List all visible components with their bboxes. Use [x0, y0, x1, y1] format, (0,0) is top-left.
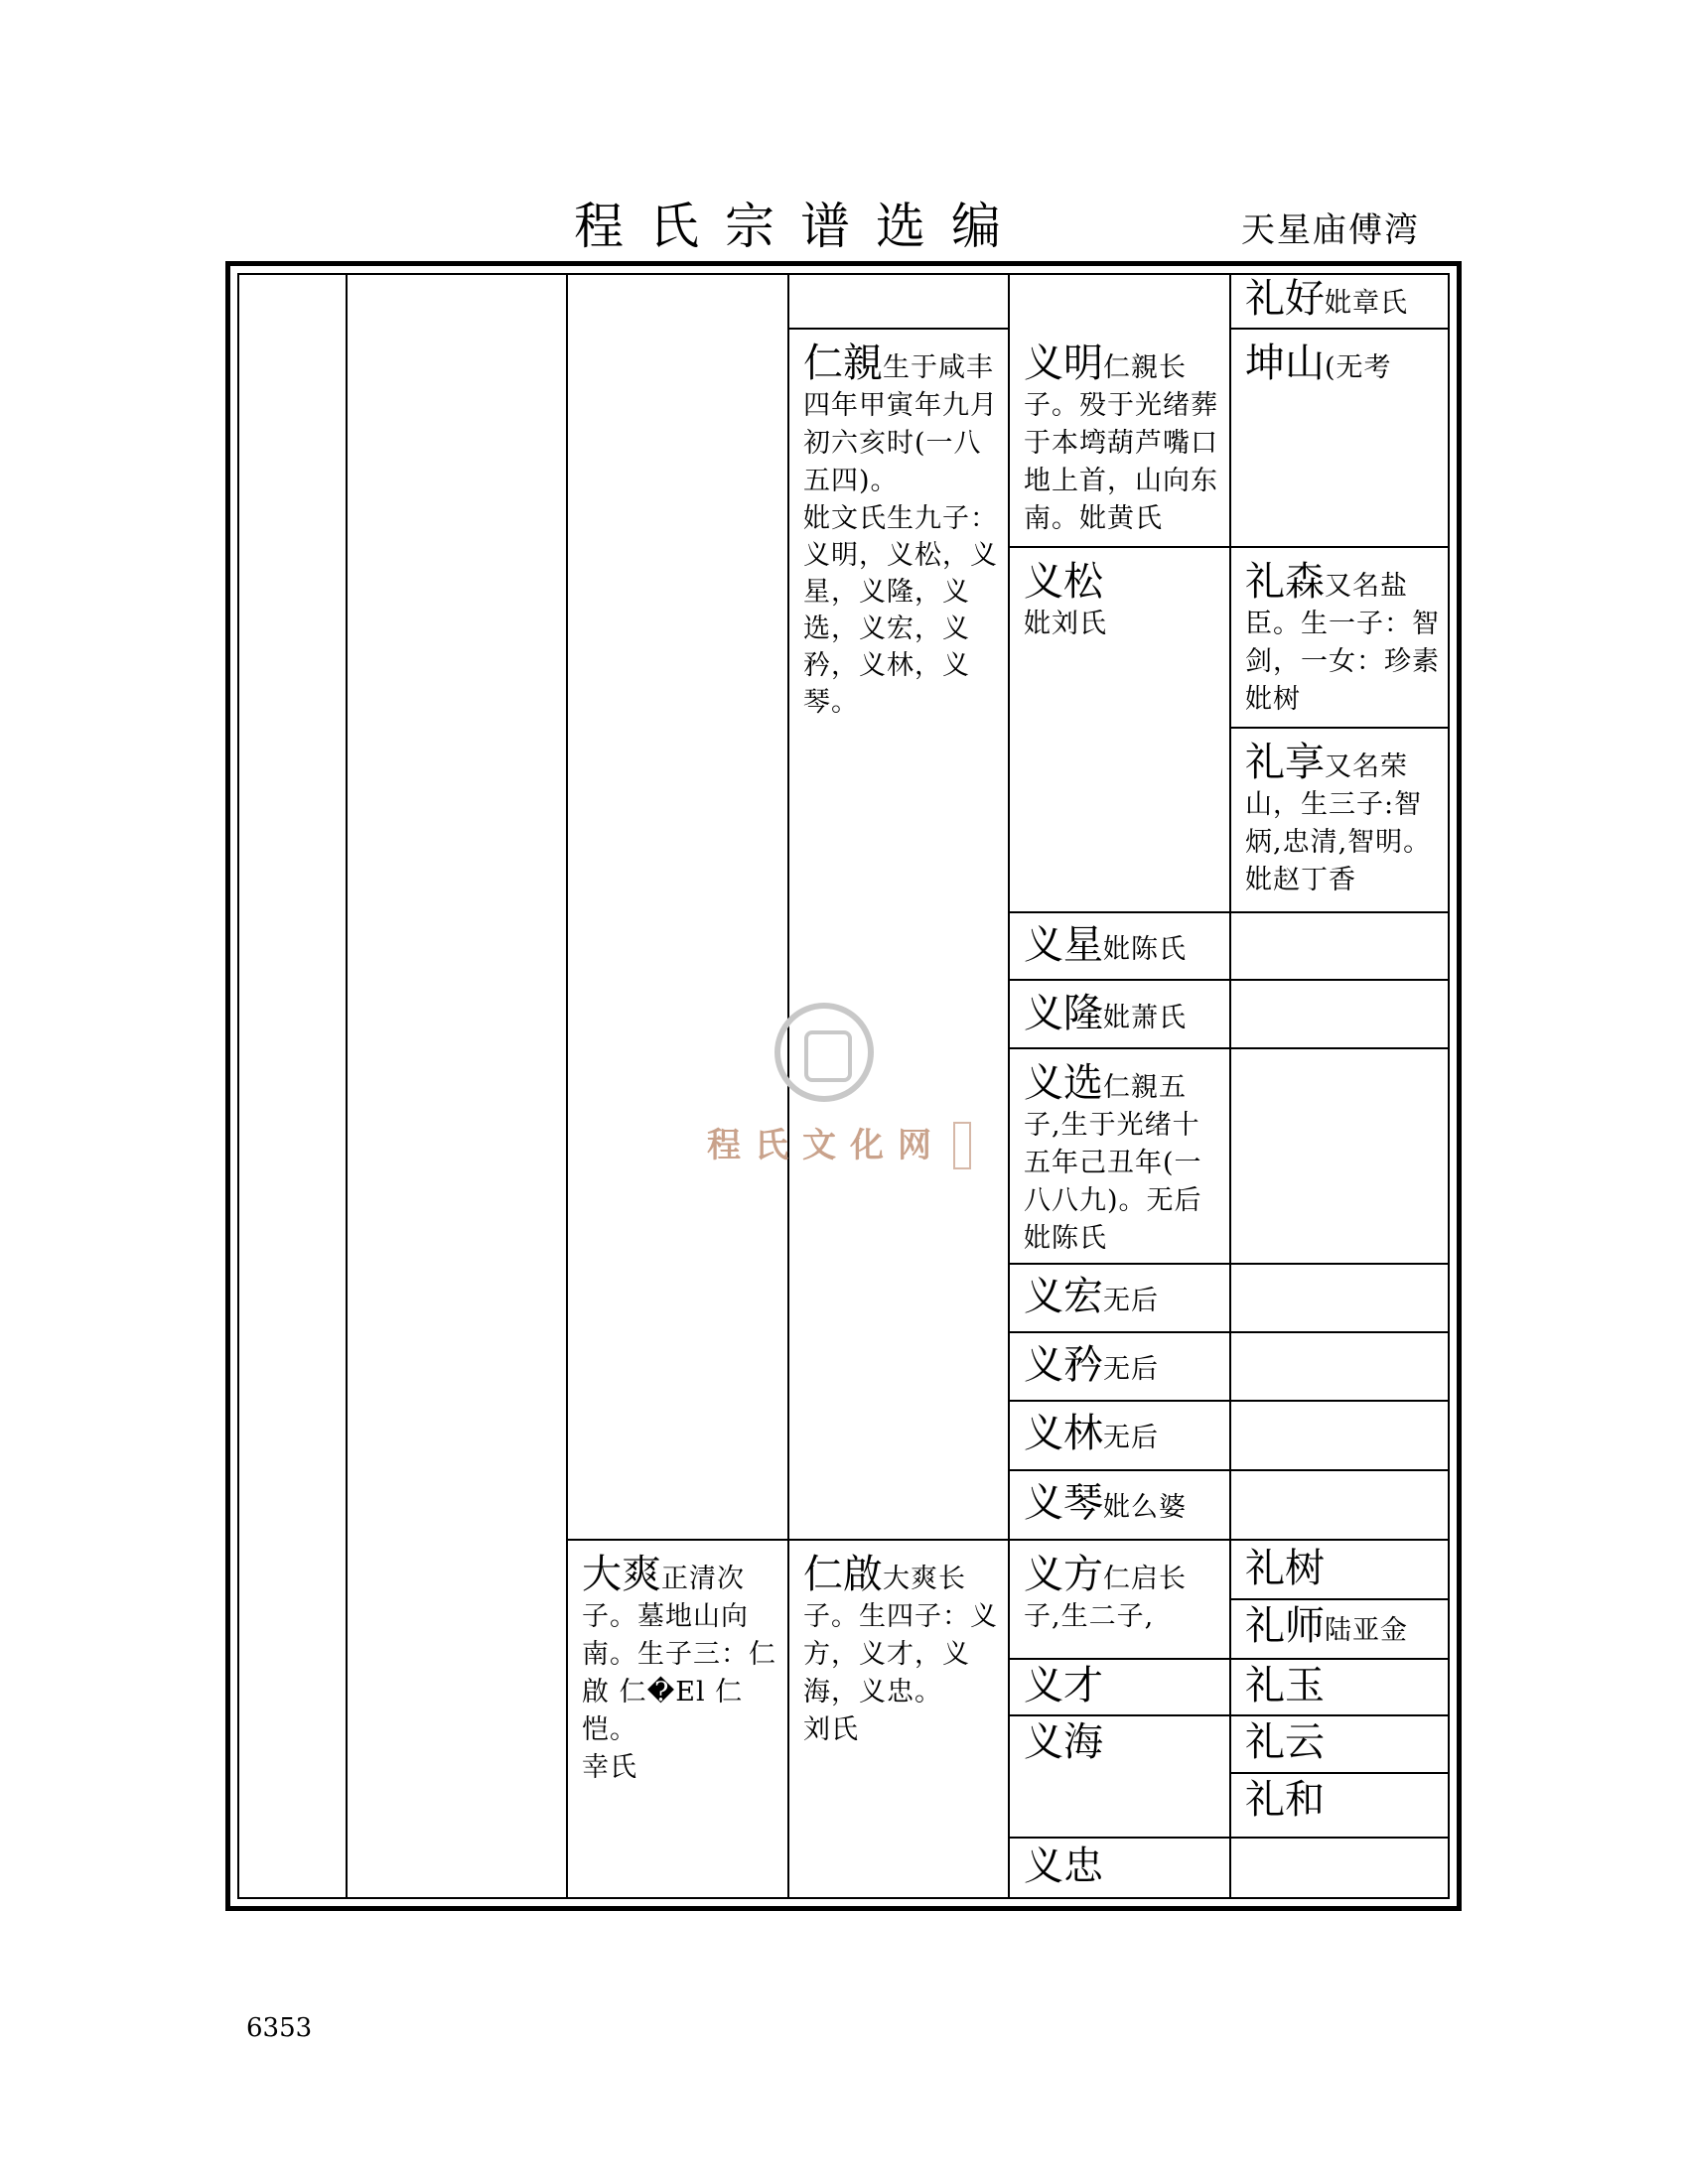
entry-kun-shan [1231, 334, 1450, 544]
row-divider [1008, 1658, 1450, 1660]
entry-name: 礼森 [1245, 559, 1325, 605]
entry-name: 义琴 [1024, 1480, 1103, 1526]
entry-li-shu [1231, 1545, 1450, 1598]
entry-li-he [1231, 1776, 1450, 1830]
row-divider [1008, 1263, 1450, 1265]
row-divider [1008, 1469, 1450, 1471]
entry-name: 义矜 [1024, 1342, 1103, 1388]
entry-name: 礼好 [1245, 276, 1325, 322]
entry-name: 礼树 [1245, 1546, 1325, 1591]
entry-name: 坤山 [1245, 341, 1325, 386]
entry-name: 义才 [1024, 1663, 1103, 1708]
entry-name: 义松 [1024, 559, 1103, 605]
entry-note: 妣么婆 [1103, 1492, 1187, 1523]
entry-name: 义选 [1024, 1060, 1103, 1106]
entry-name: 义林 [1024, 1411, 1103, 1456]
entry-note: 妣章氏 [1325, 288, 1408, 319]
entry-note: 又名荣山，生三子:智炳,忠清,智明。 [1245, 751, 1432, 858]
entry-name: 义海 [1024, 1719, 1103, 1765]
entry-note: 无后 [1103, 1354, 1159, 1385]
entry-line: 妣文氏生九子：义明，义松，义星，义隆，义选，义宏，义矜，义林，义琴。 [803, 503, 998, 718]
row-divider [1229, 727, 1450, 729]
watermark-text: 程氏文化网 [707, 1126, 945, 1165]
entry-note: (无考 [1325, 352, 1392, 383]
entry-name: 礼云 [1245, 1719, 1325, 1765]
entry-da-shuang [568, 1545, 786, 1843]
entry-note: 正清次子。墓地山向南。生子三：仁啟 仁�El 仁恺。 [582, 1564, 776, 1745]
entry-yi-jin [1010, 1335, 1228, 1399]
column-divider [346, 273, 348, 1899]
entry-note: 仁親五子,生于光绪十五年己丑年(一八八九)。无后 [1024, 1072, 1202, 1216]
entry-line: 妣刘氏 [1024, 609, 1107, 639]
page-title: 程氏宗谱选编 [574, 198, 1027, 255]
entry-li-xiang [1231, 733, 1450, 911]
entry-note: 妣萧氏 [1103, 1003, 1187, 1033]
row-divider [787, 328, 1008, 330]
row-divider [1008, 1400, 1450, 1402]
entry-note: 妣陈氏 [1103, 934, 1187, 965]
entry-name: 大爽 [582, 1552, 661, 1597]
entry-yi-hong [1010, 1267, 1228, 1330]
entry-note: 仁親长子。殁于光绪葬于本塆葫芦嘴口地上首，山向东南。妣黄氏 [1024, 352, 1218, 534]
entry-yi-xuan [1010, 1053, 1228, 1262]
page-number: 6353 [246, 2013, 313, 2043]
entry-name: 仁啟 [803, 1552, 883, 1597]
entry-li-sen [1231, 552, 1450, 727]
entry-yi-fang [1010, 1545, 1228, 1658]
row-divider [1229, 1772, 1450, 1774]
entry-line: 刘氏 [803, 1714, 859, 1745]
row-divider [1008, 1837, 1450, 1839]
entry-yi-hai [1010, 1718, 1228, 1838]
entry-name: 义宏 [1024, 1274, 1103, 1319]
entry-name: 义明 [1024, 341, 1103, 386]
watermark-stamp [953, 1122, 971, 1169]
entry-note: 大爽长子。生四子：义方，义才，义海，义忠。 [803, 1564, 998, 1707]
entry-name: 礼和 [1245, 1777, 1325, 1823]
entry-yi-long [1010, 984, 1228, 1047]
entry-name: 义隆 [1024, 991, 1103, 1036]
entry-yi-ming [1010, 334, 1228, 544]
entry-li-yu [1231, 1662, 1450, 1715]
entry-li-shi [1231, 1602, 1450, 1658]
entry-ren-qi [789, 1545, 1008, 1843]
row-divider [566, 1539, 1450, 1541]
entry-note: 又名盐臣。生一子：智剑，一女：珍素 [1245, 571, 1440, 677]
entry-li-yun [1231, 1718, 1450, 1772]
entry-yi-zhong [1010, 1843, 1228, 1897]
row-divider [1008, 911, 1450, 913]
row-divider [1008, 1047, 1450, 1049]
entry-note: 无后 [1103, 1286, 1159, 1316]
row-divider [1008, 1331, 1450, 1333]
entry-yi-xing [1010, 915, 1228, 979]
row-divider [1008, 979, 1450, 981]
row-divider [1008, 546, 1450, 548]
entry-name: 义方 [1024, 1552, 1103, 1597]
page-subtitle: 天星庙傅湾 [1241, 210, 1420, 250]
entry-line: 妣陈氏 [1024, 1223, 1107, 1254]
entry-li-hao [1231, 275, 1450, 328]
entry-name: 礼玉 [1245, 1663, 1325, 1708]
entry-note: 生于咸丰四年甲寅年九月初六亥时(一八五四)。 [803, 352, 998, 496]
entry-name: 义忠 [1024, 1843, 1103, 1889]
entry-name: 仁親 [803, 341, 883, 386]
entry-yi-qin [1010, 1473, 1228, 1537]
entry-line: 妣树 [1245, 684, 1301, 715]
entry-note: 仁启长子,生二子, [1024, 1564, 1187, 1632]
entry-note: 无后 [1103, 1423, 1159, 1453]
row-divider [1229, 328, 1450, 330]
entry-yi-lin [1010, 1404, 1228, 1467]
watermark-seal-center [804, 1030, 852, 1082]
row-divider [1229, 1598, 1450, 1600]
entry-ren-qin [789, 334, 1006, 731]
entry-name: 礼享 [1245, 740, 1325, 785]
entry-yi-cai [1010, 1662, 1228, 1715]
watermark-seal [774, 1003, 874, 1102]
entry-line: 妣赵丁香 [1245, 865, 1356, 895]
entry-name: 义星 [1024, 922, 1103, 968]
entry-name: 礼师 [1245, 1603, 1325, 1649]
entry-yi-song [1010, 552, 1228, 909]
entry-note: 陆亚金 [1325, 1615, 1408, 1646]
entry-line: 幸氏 [582, 1752, 637, 1783]
